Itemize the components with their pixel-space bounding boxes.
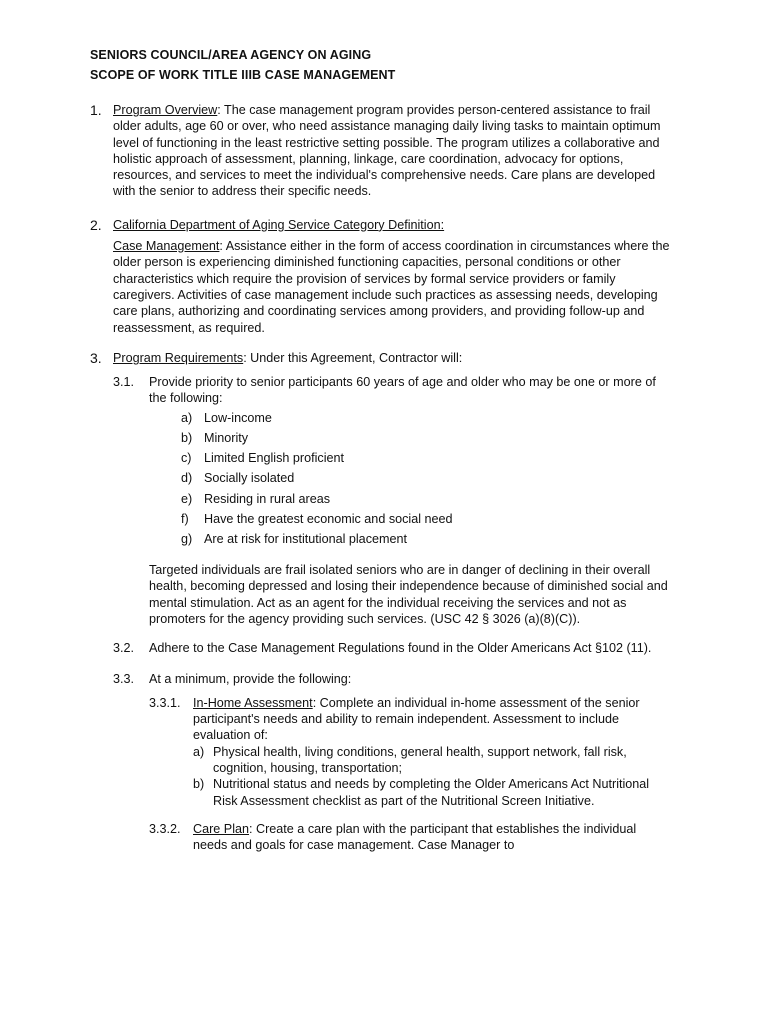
list-item — [0, 430, 770, 450]
priority-list — [0, 410, 770, 551]
section-title: Program Overview — [113, 103, 218, 117]
list-text: Residing in rural areas — [204, 491, 330, 506]
list-text: Are at risk for institutional placement — [204, 531, 407, 546]
document-title-agency: SENIORS COUNCIL/AREA AGENCY ON AGING — [90, 48, 372, 62]
list-item — [0, 470, 770, 490]
targeted-individuals-paragraph: Targeted individuals are frail isolated seniors who are in danger of declining in their overall health, becoming depressed and losing their independence because of diminished social and mental stimulation. Act as an agent for the individual receiving the services and not as promoters for the agency providing such services. (USC 42 § 3026 (a)(8)(C)). — [149, 563, 668, 626]
subsection-number: 3.1. — [113, 375, 135, 390]
list-text: Limited English proficient — [204, 451, 345, 466]
list-letter: a) — [193, 744, 205, 759]
list-text: Have the greatest economic and social need — [204, 511, 453, 526]
list-text: Low-income — [204, 410, 272, 425]
subsection-text: : Complete an individual in-home assessment of the senior participant's needs and ability to remain independent. Assessment to include evaluation of: — [193, 695, 640, 743]
list-item — [0, 410, 770, 430]
subsection-number: 3.3. — [113, 671, 135, 686]
subsection-number: 3.3.2. — [149, 821, 181, 836]
subsection-text: : Create a care plan with the participant that establishes the individual needs and goals for case management. Case Manager to — [193, 821, 637, 853]
subsection-text: Provide priority to senior participants 60 years of age and older who may be one or more of the following: — [149, 375, 656, 406]
list-text: Socially isolated — [204, 471, 295, 486]
assessment-list — [0, 744, 770, 809]
list-letter: f) — [181, 511, 189, 526]
list-letter: b) — [193, 777, 205, 792]
subsection-number: 3.3.1. — [149, 695, 181, 710]
list-text: Minority — [204, 430, 249, 445]
subsection-title: Care Plan — [193, 821, 250, 836]
subsection-text: At a minimum, provide the following: — [149, 671, 352, 686]
section-1-program-overview — [0, 102, 770, 200]
list-letter: b) — [181, 430, 193, 445]
subsection-3-3-1-in-home-assessment — [0, 695, 770, 744]
section-title: Program Requirements — [113, 350, 244, 365]
list-item — [0, 776, 770, 809]
list-item — [0, 491, 770, 511]
list-letter: a) — [181, 410, 193, 425]
section-2-service-definition — [0, 217, 770, 336]
subsection-3-1 — [0, 374, 770, 407]
list-item — [0, 744, 770, 777]
list-item — [0, 531, 770, 551]
definition-paragraph — [113, 238, 670, 336]
list-letter: e) — [181, 491, 193, 506]
definition-text: : Assistance either in the form of access coordination in circumstances where the older person is experiencing diminished functioning capacities, personal conditions or other characteristics which require the provision of services by formal service providers or family caregivers. Activities of case management include such practices as assessing needs, developing care plans, authorizing and coordinating services among providers, and providing follow-up and reassessment, as required. — [113, 239, 670, 335]
subsection-3-2 — [0, 640, 770, 656]
subsection-text: Adhere to the Case Management Regulations found in the Older Americans Act §102 (11). — [149, 641, 652, 656]
section-number: 2. — [90, 216, 102, 233]
list-letter: c) — [181, 451, 192, 466]
section-number: 1. — [90, 102, 102, 118]
subsection-3-3 — [0, 671, 770, 687]
subsection-number: 3.2. — [113, 641, 135, 656]
subsection-title: In-Home Assessment — [193, 695, 313, 710]
list-item — [0, 511, 770, 531]
subsection-3-3-2-care-plan — [0, 821, 770, 854]
definition-term: Case Management — [113, 239, 220, 254]
list-item — [0, 450, 770, 470]
list-letter: d) — [181, 471, 193, 486]
section-text: : Under this Agreement, Contractor will: — [243, 350, 463, 365]
document-body — [0, 102, 770, 854]
list-text: Nutritional status and needs by completing the Older Americans Act Nutritional Risk Assessment checklist as part of the Nutritional Screen Initiative. — [213, 777, 650, 808]
section-title: California Department of Aging Service Category Definition: — [113, 217, 445, 232]
section-number: 3. — [90, 349, 102, 366]
document-title-scope: SCOPE OF WORK TITLE IIIB CASE MANAGEMENT — [90, 68, 396, 82]
section-text: : The case management program provides person-centered assistance to frail older adults, age 60 or over, who need assistance managing daily living tasks to maintain optimum level of functioning in the least restrictive setting possible. The program utilizes a collaborative and holistic approach of assessment, planning, linkage, care coordination, advocacy for options, resources, and services to meet the individual's comprehensive needs. Care plans are developed with the senior to address their specific needs. — [113, 103, 661, 199]
list-letter: g) — [181, 531, 193, 546]
list-text: Physical health, living conditions, general health, support network, fall risk, cognition, housing, transportation; — [213, 744, 627, 776]
section-3-program-requirements — [0, 350, 770, 366]
